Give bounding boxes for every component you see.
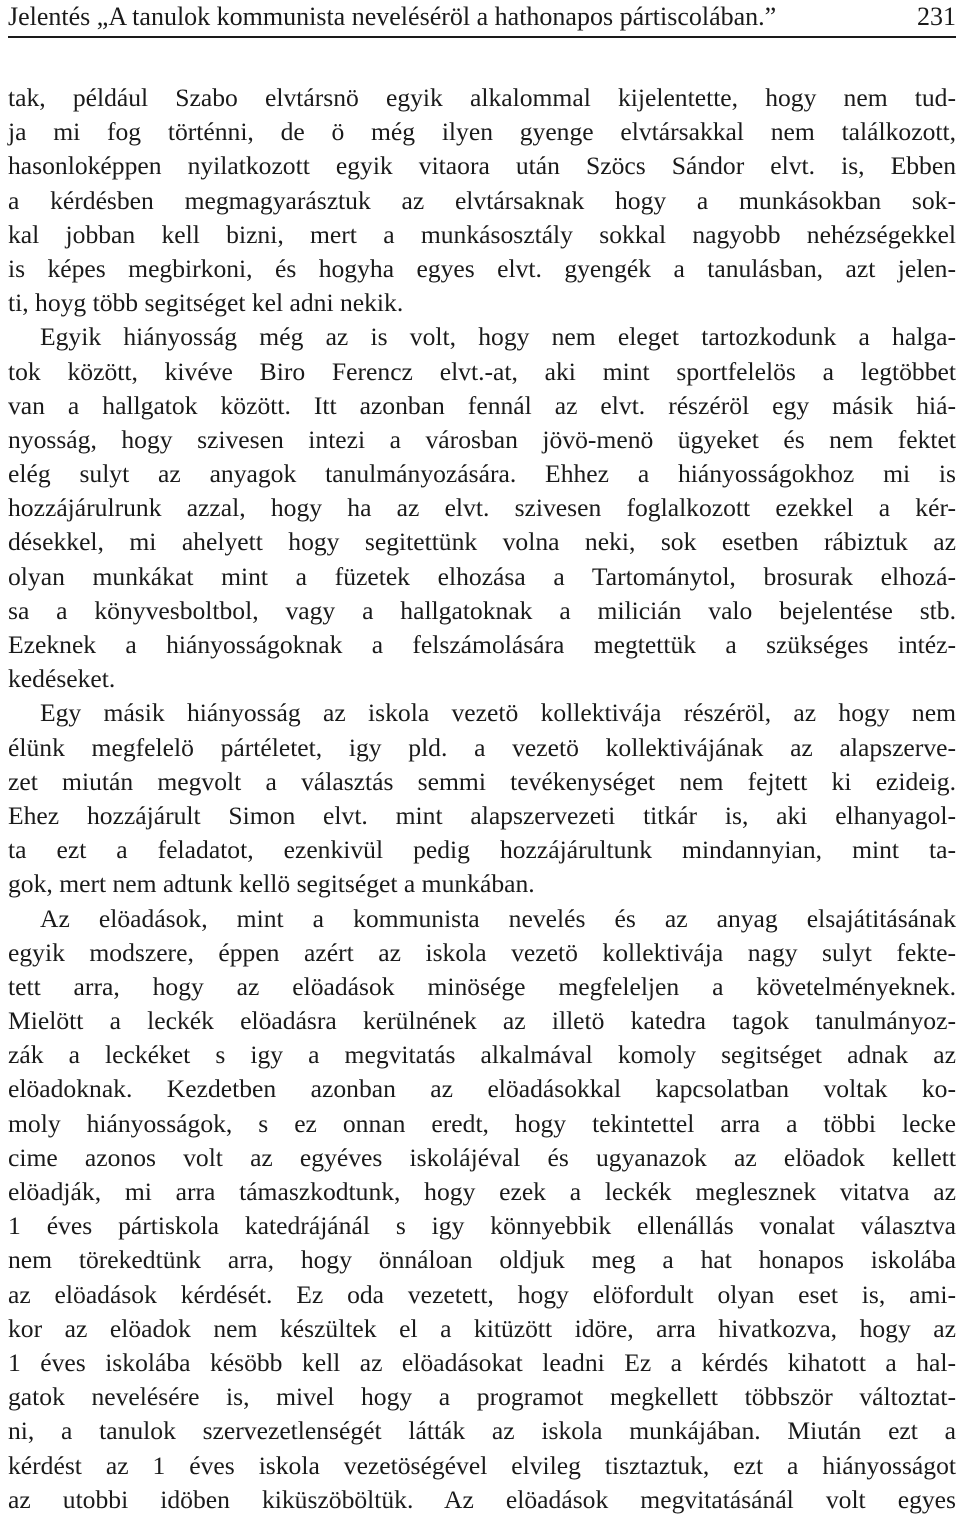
text-line: nem törekedtünk arra, hogy önnáloan oldjuk meg a hat honapos iskolába — [8, 1245, 956, 1275]
text-line: hozzájárulrunk azzal, hogy ha az elvt. szivesen foglalkozott ezekkel a kér- — [8, 493, 956, 523]
text-line: zák a leckéket s igy a megvitatás alkalmával komoly segitséget adnak az — [8, 1040, 956, 1070]
text-line: elég sulyt az anyagok tanulmányozására. Ehhez a hiányosságokhoz mi is — [8, 459, 956, 489]
text-line: olyan munkákat mint a füzetek elhozása a Tartománytol, brosurak elhozá- — [8, 561, 956, 591]
text-line: gok, mert nem adtunk kellö segitséget a munkában. — [8, 869, 535, 899]
text-line: hasonloképpen nyilatkozott egyik vitaora után Szöcs Sándor elvt. is, Ebben — [8, 151, 956, 181]
text-line: 1 éves pártiskola katedrájánál s igy könnyebbik ellenállás vonalat választva — [8, 1211, 956, 1241]
text-line: ti, hoyg több segitséget kel adni nekik. — [8, 288, 404, 318]
text-line: ta ezt a feladatot, ezenkivül pedig hozzájárultunk mindannyian, mint ta- — [8, 835, 956, 865]
text-line: Ezeknek a hiányosságoknak a felszámolására megtettük a szükséges intéz- — [8, 630, 956, 659]
text-line: kérdést az 1 éves iskola vezetöségével elvileg tisztaztuk, ezt a hiányosságot — [8, 1450, 956, 1480]
text-line: ni, a tanulok szervezetlenségét látták az iskola munkájában. Miután ezt a — [8, 1416, 956, 1446]
text-line: tak, például Szabo elvtársnö egyik alkalommal kijelentette, hogy nem tud- — [8, 83, 956, 112]
text-line: Egyik hiányosság még az is volt, hogy nem eleget tartozkodunk a halga- — [40, 322, 956, 352]
text-line: elöadják, mi arra támaszkodtunk, hogy ezek a leckék meglesznek vitatva az — [8, 1177, 956, 1206]
text-line: az elöadások kérdését. Ez oda vezetett, hogy elöfordult olyan eset is, ami- — [8, 1279, 956, 1309]
text-line: van a hallgatok között. Itt azonban fennál az elvt. részéröl egy másik hiá- — [8, 390, 956, 420]
text-line: egyik modszere, éppen azért az iskola vezetö kollektivája nagy sulyt fekte- — [8, 937, 956, 967]
text-line: is képes megbirkoni, és hogyha egyes elvt. gyengék a tanulásban, azt jelen- — [8, 253, 956, 283]
text-line: cime azonos volt az egyéves iskolájéval és ugyanazok az elöadok kellett — [8, 1142, 956, 1172]
text-line: Egy másik hiányosság az iskola vezetö kollektivája részéröl, az hogy nem — [40, 698, 956, 728]
text-line: az utobbi idöben kiküszöböltük. Az elöadások megvitatásánál volt egyes — [8, 1484, 956, 1514]
header-title: Jelentés „A tanulok kommunista neveléséröl a hathonapos pártiscolában.” — [8, 2, 777, 31]
page-number: 231 — [917, 2, 956, 31]
running-header — [8, 0, 956, 38]
text-line: zet miután megvolt a választás semmi tevékenységet nem fejtett ki ezideig. — [8, 766, 956, 796]
text-line: Ehez hozzájárult Simon elvt. mint alapszervezeti titkár is, aki elhanyagol- — [8, 800, 956, 830]
text-line: elöadoknak. Kezdetben azonban az elöadásokkal kapcsolatban voltak ko- — [8, 1074, 956, 1104]
text-line: gatok nevelésére is, mivel hogy a programot megkellett többször változtat- — [8, 1382, 956, 1412]
text-line: sa a könyvesboltbol, vagy a hallgatoknak a milicián valo bejelentése stb. — [8, 595, 956, 625]
text-line: tok között, kivéve Biro Ferencz elvt.-at, aki mint sportfelelös a legtöbbet — [8, 356, 956, 386]
text-line: élünk megfelelö pártéletet, igy pld. a vezetö kollektivájának az alapszerve- — [8, 732, 956, 762]
text-line: tett arra, hogy az elöadások minösége megfeleljen a követelményeknek. — [8, 971, 956, 1001]
text-line: kedéseket. — [8, 664, 116, 694]
text-line: Az elöadások, mint a kommunista nevelés és az anyag elsajátitásának — [40, 903, 956, 933]
body-text — [8, 81, 956, 1517]
text-line: kal jobban kell bizni, mert a munkásosztály sokkal nagyobb nehézségekkel — [8, 219, 956, 249]
document-page — [8, 0, 956, 1517]
text-line: Mielött a leckék elöadásra kerülnének az illetö katedra tagok tanulmányoz- — [8, 1006, 956, 1036]
text-line: a kérdésben megmagyarásztuk az elvtársaknak hogy a munkásokban sok- — [8, 185, 956, 215]
text-line: moly hiányosságok, s ez onnan eredt, hogy tekintettel arra a többi lecke — [8, 1108, 956, 1138]
text-line: kor az elöadok nem készültek el a kitüzött idöre, arra hivatkozva, hogy az — [8, 1313, 956, 1343]
text-line: nyosság, hogy szivesen intezi a városban jövö-menö ügyeket és nem fektet — [8, 424, 956, 454]
text-line: ja mi fog történni, de ö még ilyen gyenge elvtársakkal nem találkozott, — [8, 117, 956, 147]
text-line: 1 éves iskolába késöbb kell az elöadásokat leadni Ez a kérdés kihatott a hal- — [8, 1347, 956, 1377]
text-line: désekkel, mi ahelyett hogy segitettünk volna neki, sok esetben rábiztuk az — [8, 527, 956, 557]
